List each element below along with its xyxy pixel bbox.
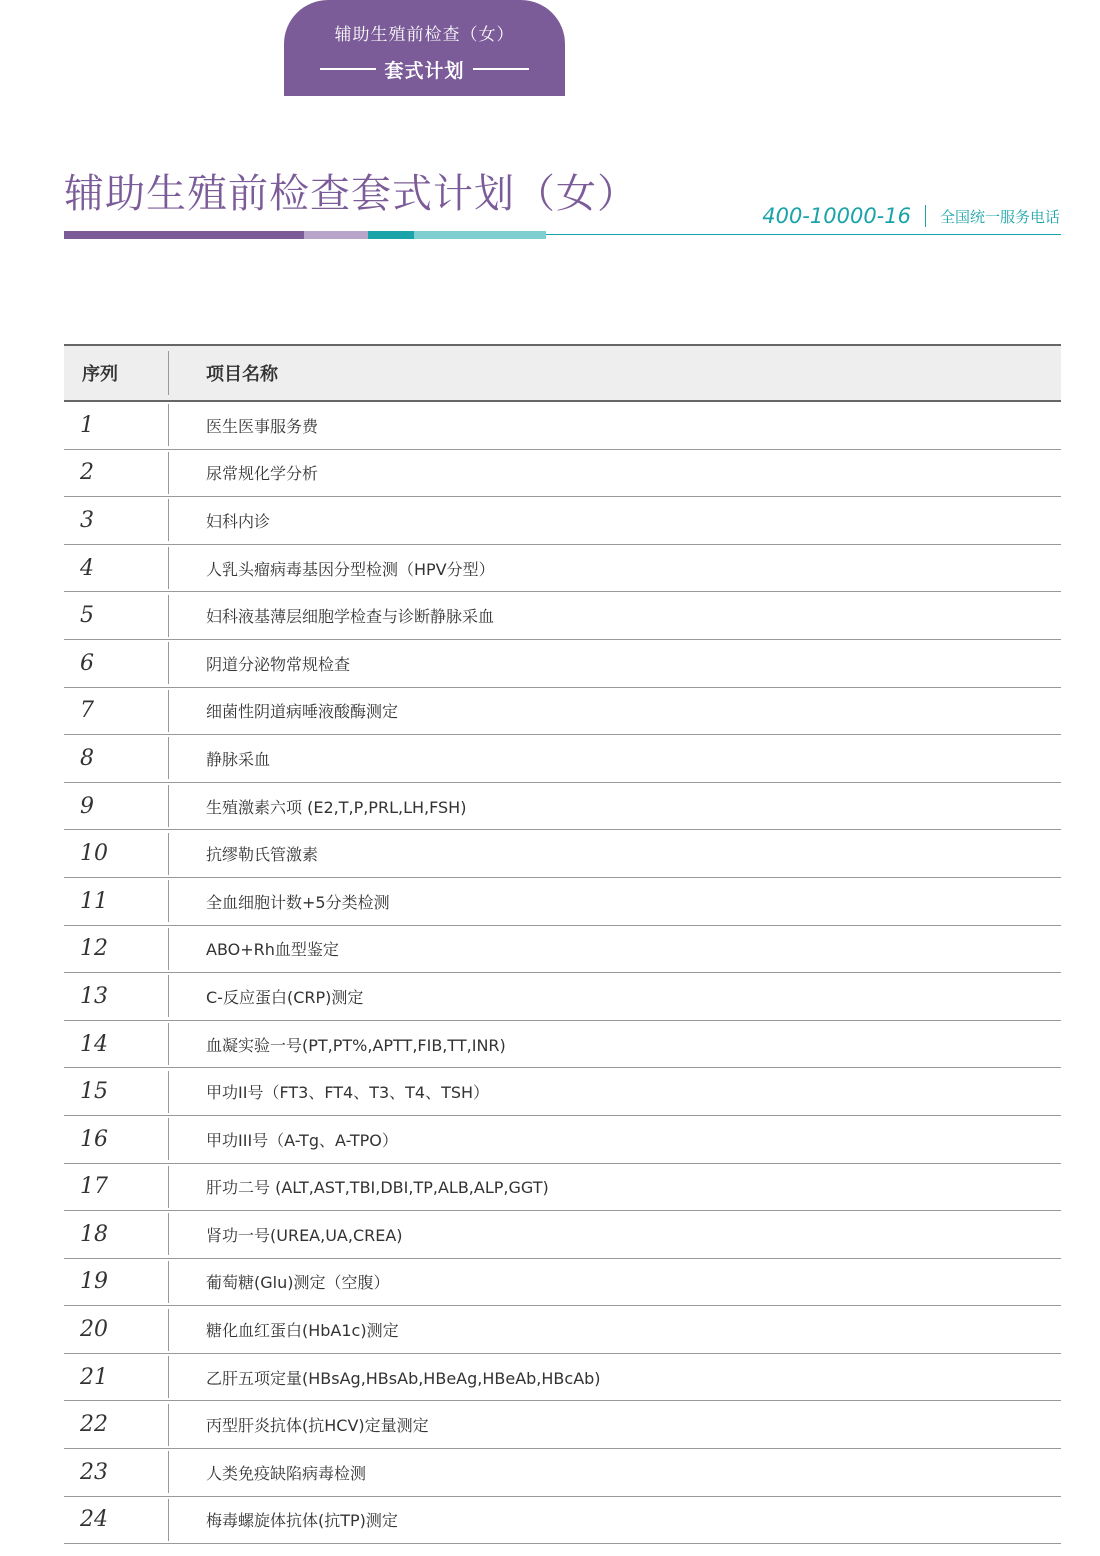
- row-name: 阴道分泌物常规检查: [206, 654, 351, 674]
- row-name: 全血细胞计数+5分类检测: [206, 892, 390, 912]
- row-name: 乙肝五项定量(HBsAg,HBsAb,HBeAg,HBeAb,HBcAb): [206, 1368, 601, 1388]
- tab-subtitle: 套式计划: [384, 59, 465, 82]
- row-seq: 20: [80, 1317, 108, 1343]
- row-name: 甲功II号（FT3、FT4、T3、T4、TSH）: [206, 1083, 490, 1103]
- table-row: [64, 1449, 1061, 1497]
- table-row: [64, 497, 1061, 545]
- header-name: 项目名称: [206, 364, 278, 385]
- row-name: 糖化血红蛋白(HbA1c)测定: [206, 1321, 399, 1341]
- row-name: 甲功III号（A-Tg、A-TPO）: [206, 1130, 398, 1150]
- title-underline-light-purple: [304, 231, 368, 239]
- row-seq: 10: [80, 841, 108, 867]
- table-row: [64, 926, 1061, 974]
- table-row: [64, 783, 1061, 831]
- row-seq: 18: [80, 1221, 108, 1247]
- row-seq: 9: [80, 793, 94, 819]
- row-seq: 6: [80, 650, 94, 676]
- row-name: 尿常规化学分析: [206, 464, 319, 484]
- table-row: [64, 1068, 1061, 1116]
- row-seq: 4: [80, 555, 94, 581]
- row-seq: 1: [80, 412, 94, 438]
- title-underline-thin: [546, 234, 1061, 235]
- table-row: [64, 1497, 1061, 1545]
- title-underline-light-teal: [414, 231, 546, 239]
- phone-divider: [925, 205, 926, 227]
- table-row: [64, 402, 1061, 450]
- row-seq: 22: [80, 1412, 108, 1438]
- row-name: 肝功二号 (ALT,AST,TBI,DBI,TP,ALB,ALP,GGT): [206, 1178, 549, 1198]
- row-name: 生殖激素六项 (E2,T,P,PRL,LH,FSH): [206, 797, 467, 817]
- title-underline-purple: [64, 231, 304, 239]
- table-row: [64, 1021, 1061, 1069]
- dash-right: [473, 68, 529, 70]
- table-row: [64, 1164, 1061, 1212]
- table-row: [64, 1354, 1061, 1402]
- row-name: 丙型肝炎抗体(抗HCV)定量测定: [206, 1416, 429, 1436]
- row-seq: 14: [80, 1031, 108, 1057]
- table-row: [64, 545, 1061, 593]
- table-row: [64, 973, 1061, 1021]
- row-name: 细菌性阴道病唾液酸酶测定: [206, 702, 399, 722]
- row-seq: 17: [80, 1174, 108, 1200]
- row-seq: 13: [80, 983, 108, 1009]
- row-seq: 8: [80, 745, 94, 771]
- row-seq: 11: [80, 888, 108, 914]
- row-seq: 19: [80, 1269, 108, 1295]
- table-row: [64, 735, 1061, 783]
- row-name: 肾功一号(UREA,UA,CREA): [206, 1225, 403, 1245]
- table-row: [64, 640, 1061, 688]
- table-row: [64, 1401, 1061, 1449]
- tab-title: 辅助生殖前检查（女）: [334, 25, 515, 45]
- phone-number: 400-10000-16: [762, 204, 911, 228]
- row-name: 妇科内诊: [206, 511, 271, 531]
- table-row: [64, 450, 1061, 498]
- table-row: [64, 830, 1061, 878]
- row-name: 人乳头瘤病毒基因分型检测（HPV分型）: [206, 559, 495, 579]
- table-row: [64, 688, 1061, 736]
- dash-left: [320, 68, 376, 70]
- row-name: 人类免疫缺陷病毒检测: [206, 1463, 367, 1483]
- row-name: C-反应蛋白(CRP)测定: [206, 987, 364, 1007]
- service-phone-row: [762, 204, 1060, 228]
- table-row: [64, 1259, 1061, 1307]
- row-name: 妇科液基薄层细胞学检查与诊断静脉采血: [206, 607, 495, 627]
- row-name: 梅毒螺旋体抗体(抗TP)测定: [206, 1511, 398, 1531]
- tab-subtitle-row: [284, 55, 565, 83]
- service-label: 全国统一服务电话: [939, 207, 1060, 226]
- row-name: 葡萄糖(Glu)测定（空腹）: [206, 1273, 390, 1293]
- page-title: 辅助生殖前检查套式计划（女）: [64, 171, 638, 217]
- row-seq: 3: [80, 507, 94, 533]
- row-seq: 12: [80, 936, 108, 962]
- row-seq: 23: [80, 1459, 108, 1485]
- title-underline-teal: [368, 231, 414, 239]
- row-seq: 24: [80, 1507, 108, 1533]
- row-seq: 15: [80, 1079, 108, 1105]
- row-seq: 2: [80, 460, 94, 486]
- row-seq: 5: [80, 603, 94, 629]
- row-name: 静脉采血: [206, 749, 271, 769]
- table-row: [64, 878, 1061, 926]
- table-row: [64, 592, 1061, 640]
- row-name: 医生医事服务费: [206, 416, 319, 436]
- exam-items-table: [64, 344, 1061, 1544]
- table-row: [64, 1116, 1061, 1164]
- row-seq: 7: [80, 698, 94, 724]
- row-seq: 16: [80, 1126, 108, 1152]
- table-row: [64, 1306, 1061, 1354]
- row-name: ABO+Rh血型鉴定: [206, 940, 339, 960]
- row-seq: 21: [80, 1364, 108, 1390]
- table-body: [64, 402, 1061, 1544]
- table-header: [64, 344, 1061, 402]
- row-name: 抗缪勒氏管激素: [206, 845, 319, 865]
- row-name: 血凝实验一号(PT,PT%,APTT,FIB,TT,INR): [206, 1035, 506, 1055]
- table-row: [64, 1211, 1061, 1259]
- header-seq: 序列: [82, 364, 118, 385]
